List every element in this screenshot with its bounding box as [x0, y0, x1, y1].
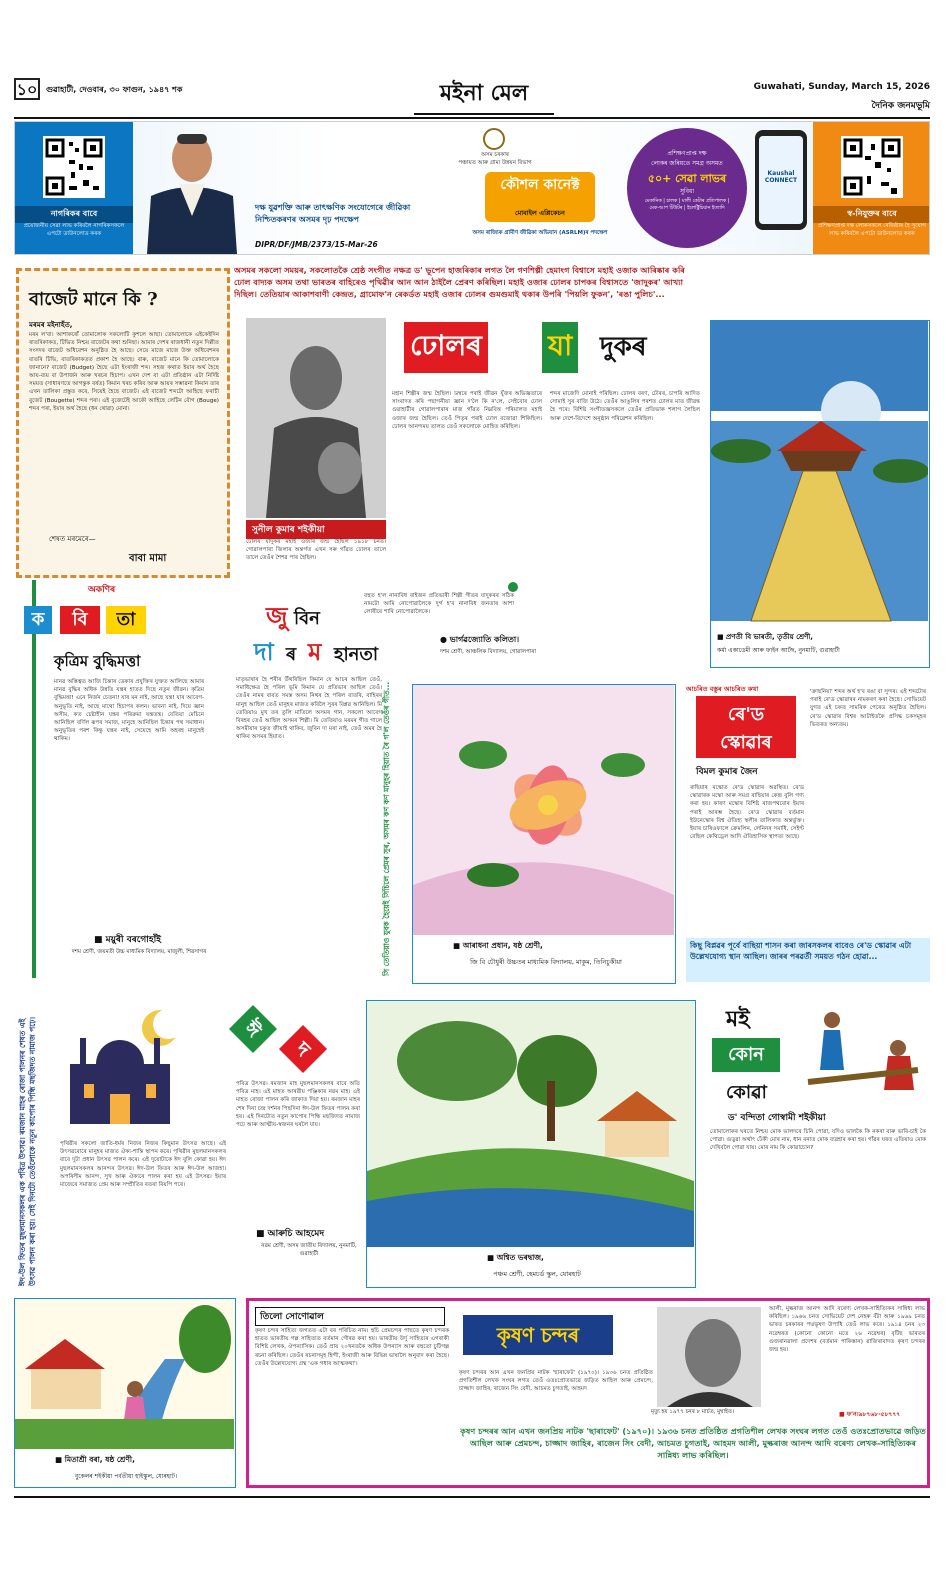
dhol-tail-byline: ● ভাৰ্গৱজ্যোতি কলিতা। [440, 635, 520, 644]
ad-right-qr-block [813, 122, 930, 255]
kobita-box [14, 580, 228, 978]
redsquare-title-b: স্কোৱাৰ [720, 732, 772, 753]
eid-body-right: পবিত্ৰ উৎসৱ। ৰমজান মাহ মুছলমানসকলৰ বাবে অতি পবিত্ৰ মাহ। এই মাহত আৰৱীয় পঞ্জিকাৰ নৱম মাহ। এই মাহত ৰোজা পালন কৰি জাকাত দিয়া হয়। ৰমজান মাহৰ শেষ দিনা চন্দ্ৰ দৰ্শনৰ পিছদিনা ঈদ-উল ফিতৰ পালন কৰা হয়। এই দিনটোত নতুন কাপোৰ পিন্ধি মছজিদত নামাজ পঢ়ে আৰু আত্মীয়-স্বজনৰ ঘৰলৈ যায়। [236, 1081, 360, 1129]
art4-caption: ■ মিতাশ্ৰী বৰা, ষষ্ঠ শ্ৰেণী, [55, 1455, 135, 1464]
dhol-dot-icon [508, 582, 518, 592]
eid-school: নৱম শ্ৰেণী, অসম জাতীয় বিদ্যালয়, নুনমাটি, গুৱাহাটী [261, 1243, 357, 1257]
zubeen-side: সি তেতিয়াও যুবক হৈয়েই সিঁচিলে প্ৰেমৰ সুৰ, অসমৰ কণ কণ মানুহৰ হিয়াত ৰৈ গ'ল তেওঁৰ গীত... [382, 681, 391, 976]
kobita-author: ■ ময়ুৰী বৰগোহাঁই [94, 935, 161, 945]
maikon-box [708, 996, 930, 1290]
dipr-code: DIPR/DF/JMB/2373/15-Mar-26 [255, 240, 378, 249]
minister-photo [137, 126, 247, 254]
maikon-dhenki-art [798, 1000, 928, 1100]
art2-school: জি বি চৌধুৰী উচ্চতৰ মাধ্যমিক বিদ্যালয়, মাকুম, তিনিচুকীয়া [470, 958, 622, 966]
art2-frame [412, 684, 676, 984]
eid-author: ■ আৰুচি আহমেদ [256, 1229, 325, 1239]
krishan-photo-caption: মৃত্যু হয় ১৯৭৭ চনৰ ৮ মাৰ্চত, মুম্বাইত। [651, 1409, 734, 1415]
qr-code-icon [841, 136, 903, 198]
dhol-tail-school: দশম শ্ৰেণী, আঞ্চলিক বিদ্যালয়, গোৱালপাৰা [440, 649, 536, 655]
kobita-header: অকণিৰ [88, 585, 116, 595]
dhol-intro: অসমৰ সকলো সময়ৰ, সকলোতকৈ শ্ৰেষ্ঠ সংগীত নক্ষত্ৰ ড' ভূপেন হাজৰিকাৰ লগত লৈ গণশিল্পী হেমাংগ বিশ্বাসে মহাই ওজাক আৰিষ্কাৰ কৰি ঢোল বাদ্যক অসম তথা ভাৰতৰ বাহিৰেও পৃথিৱীৰ আন আন ঠাইলৈ প্ৰেৰণ কৰিছিল। মহাই ওজাৰ ঢোলৰ চাপকৰ বিশ্বাসতে 'জাদুকৰ' আখ্যা দিছিল। তেতিয়াৰ আকাশবাণী কেন্দ্ৰত, গ্ৰামোফ'ন ৰেকৰ্ডত মহাই ওজাৰ ঢোলৰ গুমগুমাই থকাৰ উপৰি 'পিয়লি ফুকন', 'ৰঙা পুলিচ'... [234, 265, 685, 299]
left-qr-caption: প্ৰয়োজনীয় সেৱা লাভ কৰিবলৈ নাগৰিকসকলে এপটো ডাউনলোড কৰক [23, 223, 125, 237]
budget-box [16, 268, 230, 578]
offer-line1: প্ৰশিক্ষণপ্ৰাপ্ত দক্ষ [667, 150, 707, 157]
redsquare-footer: কিছু বিপ্লৱৰ পূৰ্বে বাছিয়া শাসন কৰা জাৰসকলৰ বাবেও ৰে'ড স্কোৱাৰ এটা উল্লেখযোগ্য স্থান আছিল। জাৰৰ পৰৱৰ্তী সময়ত গঠন হোৱা... [686, 938, 930, 982]
dhol-col1: মহান শিল্পীৰ জন্ম হৈছিল। ডম্বৰে পৰাই জীৱন যুঁজৰ অভিজ্ঞতাৰে সাংবাদত কৰি পছাগনীয়া জ্ঞান দ'লৈ কি ন'লে, সেইবোৰ ঢোল গুৱাহাটীৰ গোৱালপাৰাৰ মাজ গাঁৱত নিম্নবিত্ত পৰিয়ালত মহাই ওজাৰ জন্ম হৈছিল। তেওঁ পিতৃৰ পৰাই ঢোল বজোৱা শিকিছিল। ঢোলৰ আনন্দময় তালত তেওঁ সকলোকে মোহিত কৰিছিল। [392, 391, 542, 430]
dhol-col2: শব্দৰ মাজেদি মোনাই পৰিছিল। ঢোলৰ বৰণ, ঢৌৰৰ, চাপৰি আদিত সোমাই সুৰ বাজি উঠে। তেওঁৰ আঙুলিৰ পৰশত ঢোলৰ মাত জীৱন্ত হৈ পৰে। বিশিষ্ট সংগীতজ্ঞসকলে তেওঁৰ প্ৰতিভাক শলাগ লৈছিল আৰু দেশে-বিদেশে অনুষ্ঠান পৰিৱেশন কৰিছিল। [550, 391, 700, 422]
art1-caption: ■ প্ৰণতী বি ভাৰতী, তৃতীয় শ্ৰেণী, [717, 633, 813, 641]
redsquare-box [686, 684, 930, 984]
krishan-box-label: তিলো সোণোৱাল [255, 1307, 445, 1326]
krishan-right-body: আলী, মুল্কৰাজ আনন্দ আদি বৰেণ্য লেখক-সাহিত্যিকৰ সান্নিধ্য লাভ কৰিছিল। ১৯৬৬ চনত সোভিয়েট দেশ নেহৰু বঁটা আৰু ১৯৬৯ চনত ভাৰত চৰকাৰৰ পদ্মভূষণ উপাধি তেওঁ লাভ কৰে। ১৯১৪ চনৰ ২৩ নৱেম্বৰত (কোনো কোনো মতে ২৬ নৱেম্বৰ) বৃটিছ ভাৰতৰ গুজৰানৱালা প্ৰদেশৰ (বৰ্তমান পাকিস্তান) ৱাজিৰাবাদত কৃষণ চন্দৰৰ জন্ম হয়। [769, 1306, 925, 1354]
krishan-photo [657, 1307, 761, 1407]
art1-school: কৰ্মা একাডেমী আৰু ফাইন আৰ্টছ, নুনমাটি, গুৱাহাটী [717, 647, 840, 654]
budget-signature: বাবা মামা [129, 553, 167, 564]
krishan-title: কৃষণ চন্দৰ [463, 1315, 613, 1355]
header-rule [14, 117, 930, 119]
krishan-phone: ■ ফ'ন।৯৮৭৬৮-৫৮৭৭৭ [839, 1411, 901, 1418]
krishan-footer: কৃষণ চন্দৰৰ আন এখন জনপ্ৰিয় নাটক 'ছাৰাফেট' (১৯৭০)। ১৯৩৬ চনত প্ৰতিষ্ঠিত প্ৰগতিশীল লেখক সংঘৰ লগত তেওঁ ওতঃপ্ৰোতভাৱে জড়িত আছিল আৰু প্ৰেমচন্দ, চাজ্জাদ জাহিৰ, ৰাজেন সিং বেদী, আচমত চুগতাই, আহমদ আলী, মুল্কৰাজ আনন্দ আদি বৰেণ্য লেখক-সাহিত্যিকৰ সান্নিধ্য লাভ কৰিছিল। [460, 1426, 926, 1460]
dhol-lead: ঢোলৰ যাদুকৰ মহাই ওজাৰ জন্ম হৈছিল ১৯১৮ চনত। গোৱালপাৰা জিলাৰ অন্তৰ্গত এখন সৰু গাঁৱত ঢোলৰ তালে তালে তেওঁৰ শৈশৱ পাৰ হৈছিল। [246, 539, 386, 562]
govt-line2: পঞ্চায়ত আৰু গ্ৰাম্য উন্নয়ন বিভাগ [458, 160, 532, 166]
maikon-title-a: মই [726, 1006, 750, 1032]
ad-banner [14, 121, 930, 255]
art3-caption: ■ অশ্বিত ভৰদ্বাজ, [487, 1253, 544, 1262]
art3-school: পঞ্চম শ্ৰেণী, হেমচৰ্ড স্কুল, যোৰহাট [493, 1270, 581, 1278]
redsquare-title-box [696, 696, 796, 758]
zubeen-title [250, 598, 380, 668]
masthead: মইনা মেল [414, 76, 554, 115]
dhol-title-part-b: যা [542, 322, 578, 373]
krishan-left-body: কৃষণ চন্দৰ সাহিত্য জগতত এটা বৰ পৰিচিত নাম। হুচি প্ৰেমচন্দৰ পাছতে কৃষণ চন্দৰক হাতত ভাৰতীয় গল্প সাহিত্যত বৰ্তমান গৌৰৱ কৰা হয়। ভাৰতীয় উৰ্দু সাহিত্যৰ এগৰাকী বিশিষ্ট লেখক, ঔপন্যাসিক। তেওঁ প্ৰায় ২০খনতকৈ অধিক উপন্যাস আৰু বহুতো চুটিগল্প ৰচনা কৰিছিল। তেওঁৰ ৰচনাসমূহ হিন্দী, ইংৰাজী আৰু বিভিন্ন ভাষালৈ অনুবাদ কৰা হৈছে। তেওঁৰ উল্লেখযোগ্য গ্ৰন্থ 'এক গধাৰ আত্মকথা'। [255, 1328, 449, 1367]
budget-closing: শেষত মৰমেৰে— [49, 535, 96, 543]
left-qr-label: নাগৰিকৰ বাবে [15, 206, 133, 223]
art2-caption: ■ আৰাধনা প্ৰধান, ষষ্ঠ শ্ৰেণী, [453, 941, 543, 950]
art4-frame [14, 1298, 236, 1488]
budget-salutation: মৰমৰ মইনাহঁত, [29, 321, 73, 329]
dhol-portrait [246, 318, 386, 518]
zubeen-title-part-a: জু [266, 601, 288, 630]
govt-line1: অসম চৰকাৰ [481, 152, 509, 158]
right-qr-caption: প্ৰশিক্ষণপ্ৰাপ্ত দক্ষ লোকসকলে ৰেজিষ্টাৰ হৈ সুযোগ লাভ কৰিবলৈ এপটো ডাউনলোড কৰক [818, 223, 926, 237]
ad-tagline: দক্ষ যুৱশক্তি আৰু তাৎক্ষণিক সংযোগেৰে জীৱিকা নিশ্চিতকৰণৰ অসমৰ দৃঢ় পদক্ষেপ [255, 203, 411, 224]
maikon-body: তোমালোকৰ ঘৰতে নিশ্চয় মোক ভালদৰে চিনি পোৱা, যদিও ভালকৈ কি নকৰা বাৰু ভাবি-চাই কৈ পোৱা। গুড়ুৱা অৰ্থাৎ ঢেঁকী মোৰ নাম, ধান বনাত মোক ব্যৱহাৰ কৰা হয়। গাঁৱৰ ঘৰত এতিয়াও মোক দেখিবলৈ পোৱা যায়। মোৰ নাম কি কোৱাচোন? [710, 1129, 926, 1152]
ad-left-qr-block [15, 122, 133, 255]
paper-name: দৈনিক জনমভূমি [871, 101, 930, 111]
maikon-title-b: কোন [712, 1038, 780, 1072]
offer-big: ৫০+ সেৱা লাভৰ [647, 172, 727, 185]
krishan-mid-body: কৃষণ চন্দৰৰ আন এখন জনপ্ৰিয় নাটক 'ছাৰাফেট' (১৯৭০)। ১৯৩৬ চনত প্ৰতিষ্ঠিত প্ৰগতিশীল লেখক সংঘৰ লগত তেওঁ ওতঃপ্ৰোতভাৱে জড়িত আছিল আৰু প্ৰেমচন্দ, চাজ্জাদ জাহিৰ, ৰাজেন সিং বেদী, আচমত চুগতাই, আহমদ [459, 1370, 653, 1393]
dhol-title-part-c: দুকৰ [600, 332, 647, 362]
maikon-author: ড' বন্দিতা গোস্বামী শইকীয়া [728, 1113, 826, 1123]
brand-name: কৌশল কানেক্ট [500, 177, 580, 193]
eid-letter-2: দ [279, 1025, 327, 1073]
kobita-school: দশম শ্ৰেণী, জয়মতী উচ্চ মাধ্যমিক বিদ্যালয়, মাজুলী, শিৱসাগৰ [71, 949, 207, 955]
kobita-border-left [32, 580, 36, 978]
brand-sub: মোবাইল এপ্লিকেচন [515, 209, 565, 217]
phone-mockup [755, 130, 807, 230]
zubeen-title-part-f: হানতা [334, 644, 379, 665]
dhol-title-part-a: ঢোলৰ [404, 322, 488, 373]
right-qr-label: স্ব-নিযুক্তৰ বাবে [813, 206, 930, 223]
dhol-title [404, 322, 704, 376]
dhol-author: সুনীল কুমাৰ শইকীয়া [246, 520, 386, 539]
offer-line3: সুবিধা [679, 188, 695, 195]
eid-mosque-art [60, 1004, 180, 1134]
redsquare-title-a: ৰে'ড [727, 704, 765, 725]
offer-line2: লোকৰ জৰিয়তে সমগ্ৰ অসমত [651, 160, 723, 167]
offer-circle [627, 128, 747, 248]
date-local: গুৱাহাটী, দেওবাৰ, ৩০ ফাগুন, ১৯৪৭ শক [46, 85, 183, 94]
dhol-tail-text: বহুত হ'ল নানাবিধ বাইজন প্ৰতিভাৰী শিল্পী গীতৰ যাদুকৰৰ সঠিক নামটো আমি নোপোৱালৈকে দুৰ্গ হ'ব নানাবিধ জনতাৰ আশা লোৰীয়ে শাৰি নোপোৱালৈকে। [364, 593, 514, 616]
kobita-letter-1: ক [24, 606, 52, 634]
redsquare-header: আচৰিত বস্তুৰ আচৰিত কথা [686, 685, 759, 693]
redsquare-col2: 'ক্ৰাছনিয়া' শব্দৰ অৰ্থ হ'ব ৰঙা বা সুন্দৰ। এই শব্দটোৰ পৰাই ৰে'ড স্কোৱাৰৰ নামকৰণ কৰা হৈছে। সোভিয়েট যুগত এই চকত সামৰিক পেৰেড অনুষ্ঠিত হৈছিল। ৰে'ড স্কোৱাৰ বিশ্বৰ আটাইতকৈ প্ৰসিদ্ধ চকসমূহৰ ভিতৰত অন্যতম। [810, 689, 926, 728]
art1-frame [710, 320, 930, 668]
phone-brand: Kaushal CONNECT [764, 170, 798, 184]
mission-line: অসম ৰাজ্যিক গ্ৰামীণ জীৱিকা অভিযান (ASRLM)ৰ পদক্ষেপ [472, 230, 608, 236]
art3-frame [366, 1000, 696, 1288]
budget-title: বাজেট মানে কি ? [29, 289, 158, 310]
budget-body: মৰম ল'বা। আশাকৰোঁ তোমালোক সকলোটি কুশলে আছা। তোমালোকে এইকেইদিন ৰাতৰিকাকত, টিভিত নিশ্চয় বাজেটৰ কথা শুনিছা। আমাৰ দেশৰ ৰাজধানী নতুন দিল্লীত সংসদৰ বাজেট অধিবেশন অনুষ্ঠিত হৈ আছে। সেয়ে মাজে মাজে উক্ত অধিবেশনৰ বাতৰি টিভি, বাতৰিকাকতত প্ৰকাশ হৈ আছে। বাৰু, বাজেট মানে কি তোমালোকে জানানে? বাজেট (Budget) হৈছে এটা ইংৰাজী শব্দ। সহজ কথাত ইয়াৰ অৰ্থ হৈছে আয়-ব্যয় বা উপাৰ্জন আৰু খৰচৰ হিচাপ। এখন দেশ বা এটা প্ৰতিষ্ঠান এটা নিৰ্দিষ্ট সময়ত (সাধাৰণতে আগন্তুক বৰ্ষত) কিমান খৰচ কৰিব আৰু আয়ৰ সম্ভাৱনা কিমান তাৰ এখন তালিকা প্ৰস্তুত কৰে, সিয়েই হৈছে বাজেট। এই বাজেট শব্দটো আহিছে ফৰাচী বুজেট (Bougette) শব্দৰ পৰা। এই বুজেটেই আকৌ আহিছে লেটিন বৌগ (Bouge) শব্দৰ পৰা, ইয়াৰ অৰ্থ হৈছে (ধন থোৱা) মোনা। [29, 332, 219, 412]
krishan-box [246, 1298, 930, 1488]
zubeen-title-part-b: বিন [294, 608, 320, 629]
zubeen-title-part-e: ম [308, 637, 322, 666]
zubeen-title-part-d: ৰ [286, 644, 297, 665]
date-english: Guwahati, Sunday, March 15, 2026 [753, 82, 930, 92]
eid-vertical-text: ঈদ-উল ফিতৰ মুছলমানসকলৰ এক পবিত্ৰ উৎসৱ। ৰমজান মাহৰ ৰোজা পালনৰ শেষত এই উৎসৱ পালন কৰা হয়। সেই দিনটো তেওঁলোকে নতুন কাপোৰ পিন্ধি মছজিদত নামাজ পঢ়ে। [18, 1016, 37, 1286]
eid-letter-1: ঈ [229, 1005, 277, 1053]
kobita-letter-3: তা [106, 606, 146, 634]
eid-body-left: পৃথিৱীৰ সকলো জাতি-ধৰ্মৰ নিজৰ নিজৰ কিছুমান উৎসৱ আছে। এই উৎসৱবোৰে মানুহৰ মাজত ঐক্য-শান্তি স্থাপন কৰে। পৃথিৱীৰ মুছলমানসকলৰ বাবে দুটা প্ৰধান উৎসৱ পালন কৰে। এই দুয়োটাকে ঈদ বুলি কোৱা হয়। ঈদ মুছলমানসকলৰ আনন্দৰ উৎসৱ। ঈদ-উল ফিতৰ আৰু ঈদ-উল আজহা। অপৰিসীম আনন্দ, সুখ আৰু ঐক্যৰে পালন কৰা হয় এই উৎসৱ। ইয়াৰ মাজেৰে সমাজত প্ৰেম আৰু সম্প্ৰীতিৰ বতৰা বিয়পি পৰে। [60, 1141, 226, 1189]
offer-services: মেকানিক | চালক | মালী কেটাৰ প্ৰতিপালক | মেক-আপ টিউটৰ | ইলেক্ট্ৰিচিয়ান ইত্যাদি [644, 199, 730, 211]
kobita-letter-2: বি [60, 606, 100, 634]
redsquare-author: বিমল কুমাৰ জৈন [696, 767, 758, 777]
zubeen-body: মাতৃভাষাৰ হৈ শৰীৰ উঁথৰিছিল কিমান যে আচৰ আছিল তেওঁ, সমাধিক্ষেত্ৰ হৈ পৰিল ভূমি কিমান যে প্ৰতিভাৰ আছিল তেওঁ। তেওঁৰ নামৰ বাবত সমস্ত অসম নিথৰ হৈ পৰিল বাতৰি, বাহিৰৰ মানুহ আছিল তেওঁ মানুহৰ মাজত কবিলৈ সুৰৰ বিপ্লৱ আনিছিল। মি তেতিয়াও মুখ তৰ তুলি মাতিলে অসমৰ গান, সকলো আবেগ বিৰহৰ তেওঁ আছিল অসমৰ শিল্পী। মি তেতিয়াও মৰমৰ গীত গালে অসমীয়াৰ চকুত জীয়াই থাকিব, জুবিন দা মৰা নাই, তেওঁ অমৰ হৈ থাকিব অসমৰ হিয়াত। [236, 677, 382, 741]
page-header [14, 74, 930, 114]
zubeen-title-part-c: দা [254, 637, 274, 666]
redsquare-col1: ৰাছিয়াৰ মস্কোত ৰে'ড স্কোৱাৰ অৱস্থিত। ৰে'ড স্কোৱাৰক মস্কো আৰু সমগ্ৰ ৰাছিয়াৰ কেন্দ্ৰ বুলি গণ্য কৰা হয়। কাৰণ মস্কোৰ বিশিষ্ট ৰাজপথবোৰ ইয়াৰ পৰাই আৰম্ভ হৈছে। ৰে'ড স্কোৱাৰ বৰ্তমান ইউনেস্কোৰ বিশ্ব ঐতিহ্য স্থলীৰ তালিকাত অন্তৰ্ভুক্ত। ইয়াৰ চাৰিওফালে ক্ৰেমলিন, লেনিনৰ সমাধি, সেইণ্ট বেছিল কেথিড্ৰেল আদি ঐতিহাসিক স্থাপত্য আছে। [690, 785, 804, 841]
footer-rule [14, 1496, 930, 1498]
qr-code-icon [43, 136, 105, 198]
kobita-body: মানৱ অস্তিত্বত আজি চিন্তাৰ ডেকাৰ প্ৰযুক্তিৰ যুক্তত আলিছে আমাৰ মানৱ বুদ্ধিৰ অধিক উন্নতি যন্ত্ৰৰ হাতত দিছে নতুন জীৱন। কৃত্ৰিম বুদ্ধিমত্তা! এনে নিৰ্জন চেতনা! যাৰ মন নাই, আছে যন্ত্ৰ! যাৰ আবেগ-অনুভূতি নাই, আছে মাথো হিচাপৰ কলন। ভাবনা নাই, দিয়ে জ্ঞান অসীম, কত চেষ্টাহীন যন্ত্ৰৰ পৰিক্ৰমা যন্ত্ৰতন্ত্ৰ। যেতিয়া মেচিনে আনিছিল বৰ্ণিল ৰূপৰ সমাজ, মানুহে আনিছিল চিন্তাৰ পথ সমাধান। অনুভূতিৰ পৰশ কিন্তু যন্ত্ৰৰ নাই, সেয়েহে আমি অহৰহ মানুহেই থাকিম। [54, 679, 204, 743]
art4-school: বুকেলৰ শইকীয়া পৰ্বতীয়া হাইস্কুল, যোৰহাট। [74, 1473, 178, 1480]
govt-emblem-icon [483, 128, 505, 150]
maikon-title-c: কোৱা [726, 1082, 767, 1103]
page-number: ১০ [14, 78, 40, 100]
kobita-title: কৃত্ৰিম বুদ্ধিমত্তা [54, 652, 141, 670]
brand-box [485, 172, 595, 222]
